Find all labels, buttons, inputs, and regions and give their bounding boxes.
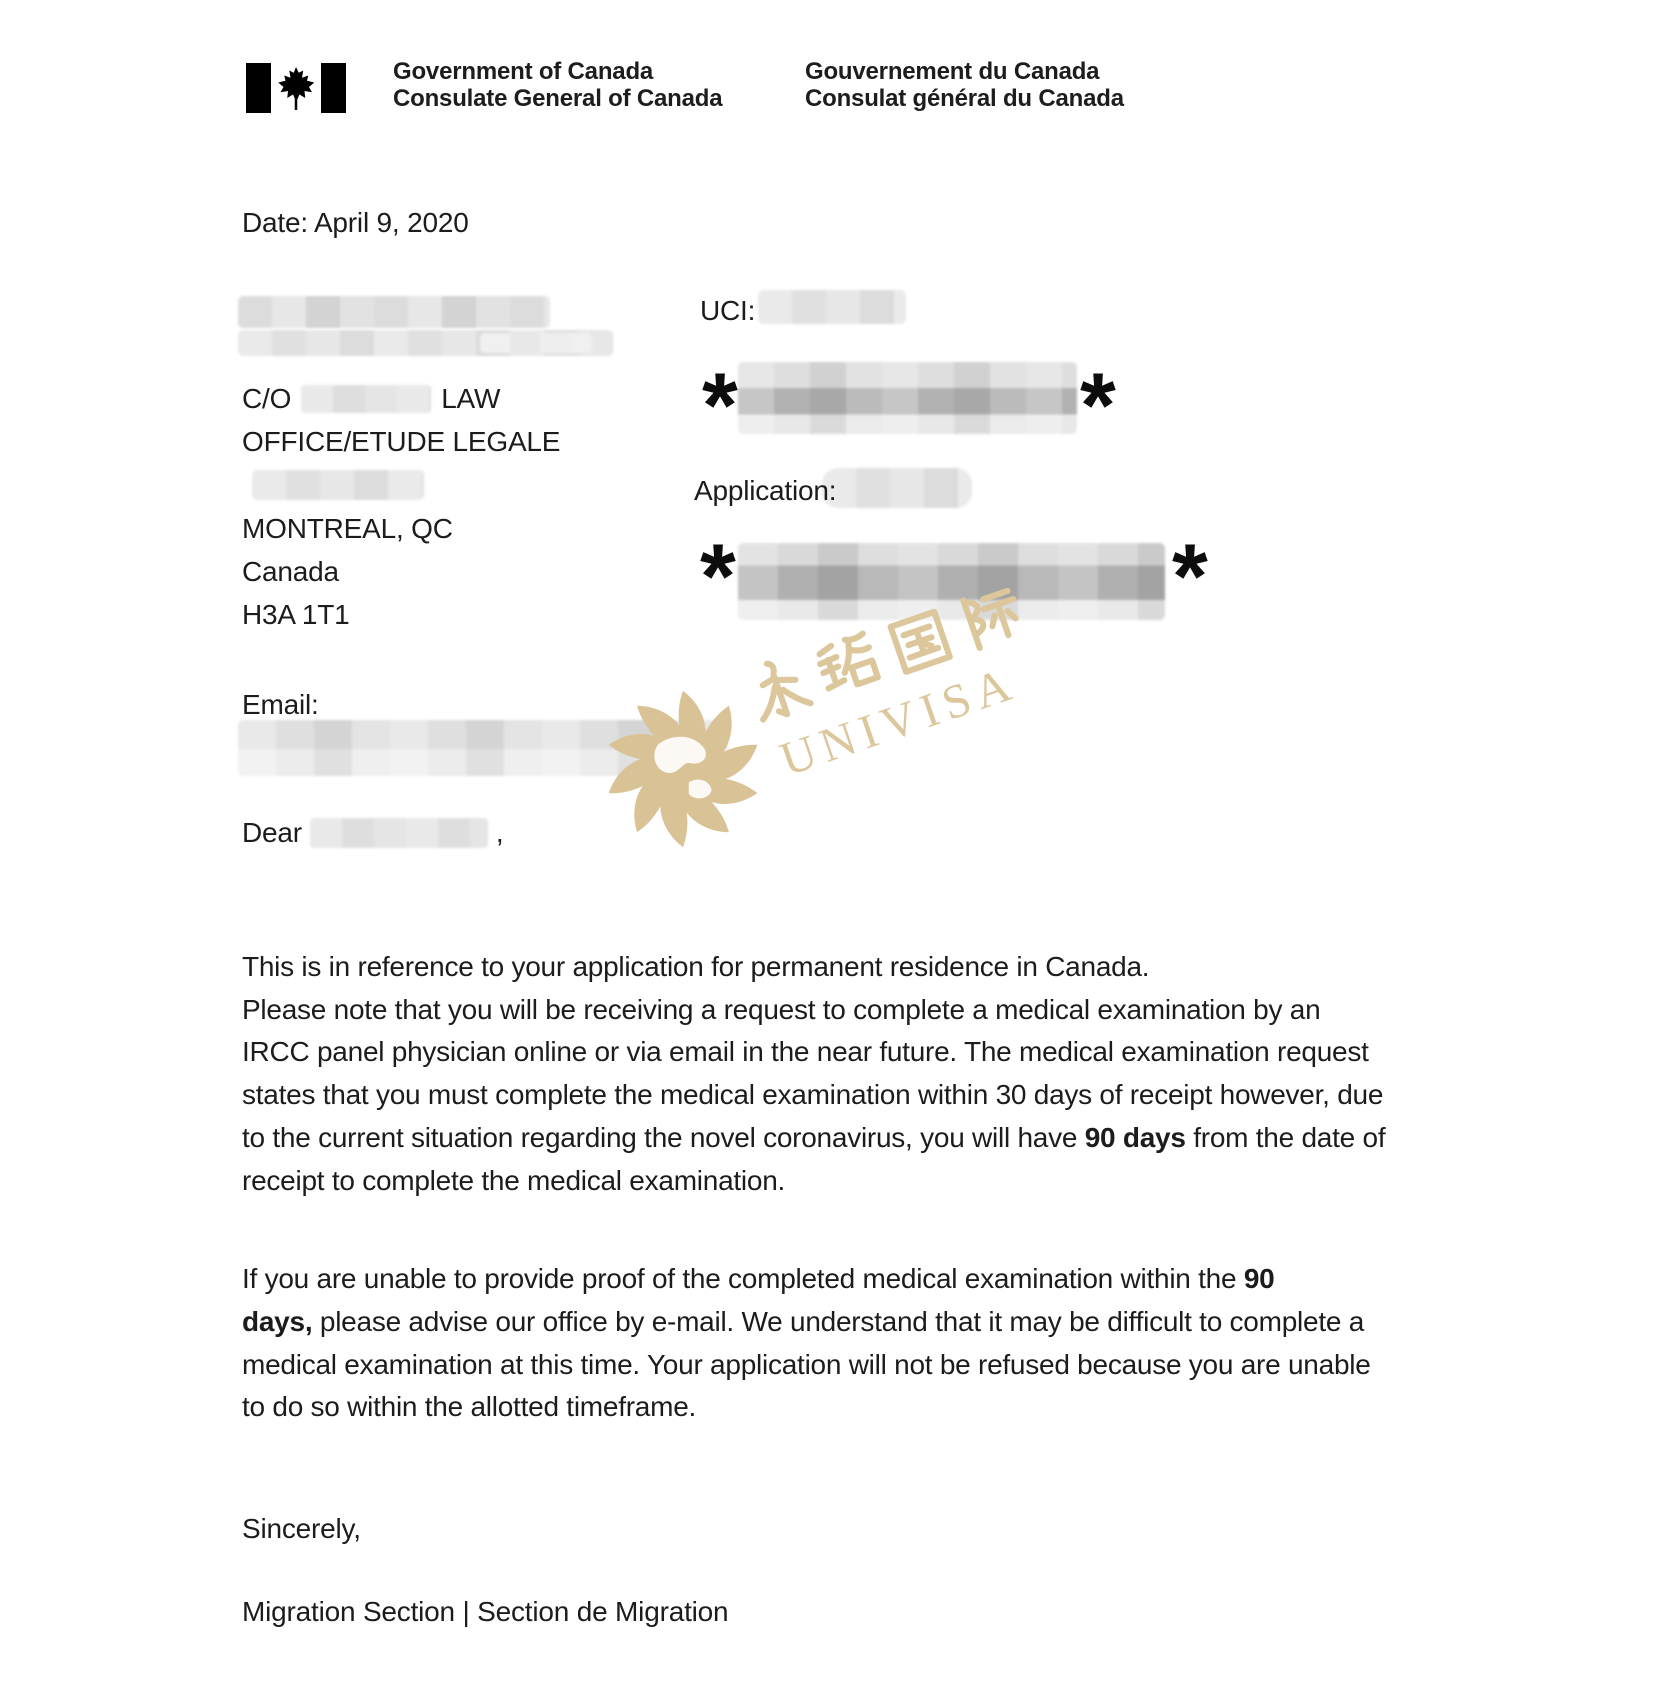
text-line bbox=[242, 989, 1385, 1032]
date-line: Date: April 9, 2020 bbox=[242, 207, 469, 238]
redacted-name-banner bbox=[738, 362, 1077, 434]
text-segment: please advise our office by e-mail. We understand that it may be difficult to complete a bbox=[312, 1305, 1365, 1337]
text-line bbox=[242, 1386, 1385, 1429]
address-office-line: OFFICE/ETUDE LEGALE bbox=[242, 426, 561, 457]
univisa-watermark bbox=[540, 526, 1070, 875]
text-line bbox=[242, 1074, 1385, 1117]
text-segment: receipt to complete the medical examination. bbox=[242, 1164, 786, 1196]
text-line bbox=[242, 1344, 1385, 1387]
gov-signature-en-line1: Government of Canada bbox=[393, 58, 654, 85]
paragraph bbox=[242, 946, 1385, 1202]
asterisk-marker: * bbox=[702, 355, 738, 457]
redacted-address-line2 bbox=[480, 333, 592, 353]
redacted-applicant-name bbox=[238, 296, 550, 328]
bold-text-segment: days, bbox=[242, 1305, 313, 1337]
text-segment: medical examination at this time. Your application will not be refused because you are unable bbox=[242, 1348, 1371, 1380]
univisa-globe-logo-icon bbox=[602, 688, 764, 850]
text-segment: to the current situation regarding the novel coronavirus, you will have bbox=[242, 1121, 1085, 1153]
address-co-line bbox=[242, 382, 500, 416]
redacted-recipient-name bbox=[310, 818, 488, 848]
redacted-co-name bbox=[301, 385, 431, 413]
text-segment: states that you must complete the medical examination within 30 days of receipt however, due bbox=[242, 1079, 1384, 1111]
text-segment: Please note that you will be receiving a request to complete a medical examination by an bbox=[242, 993, 1321, 1025]
salutation-suffix: , bbox=[495, 817, 504, 848]
gov-signature-fr-line1: Gouvernement du Canada bbox=[805, 58, 1100, 85]
text-segment: to do so within the allotted timeframe. bbox=[242, 1391, 697, 1423]
canada-flag-icon bbox=[246, 62, 346, 114]
redacted-uci-value bbox=[758, 290, 906, 324]
address-postal-line: H3A 1T1 bbox=[242, 599, 350, 630]
asterisk-marker: * bbox=[700, 526, 736, 628]
email-label: Email: bbox=[242, 689, 319, 720]
body-paragraphs bbox=[242, 946, 1385, 1485]
text-segment: from the date of bbox=[1185, 1121, 1386, 1153]
text-segment: This is in reference to your application for permanent residence in Canada. bbox=[242, 951, 1150, 982]
address-city-line: MONTREAL, QC bbox=[242, 513, 453, 544]
watermark-text-group bbox=[736, 575, 1053, 790]
text-line bbox=[242, 1301, 1385, 1344]
salutation-line bbox=[242, 816, 503, 850]
gov-signature-fr-line2: Consulat général du Canada bbox=[805, 85, 1124, 112]
closing-line: Sincerely, bbox=[242, 1513, 361, 1544]
address-co-suffix: LAW bbox=[441, 383, 501, 414]
gov-signature-en-line2: Consulate General of Canada bbox=[393, 85, 723, 112]
bold-text-segment: 90 bbox=[1243, 1263, 1275, 1295]
text-line bbox=[242, 1258, 1385, 1301]
application-label: Application: bbox=[694, 475, 837, 506]
asterisk-marker: * bbox=[1080, 355, 1116, 457]
asterisk-marker: * bbox=[1172, 526, 1208, 628]
bold-text-segment: 90 days bbox=[1084, 1121, 1186, 1153]
gov-signature-en bbox=[393, 58, 722, 112]
signature-line: Migration Section | Section de Migration bbox=[242, 1596, 729, 1627]
uci-label: UCI: bbox=[700, 295, 756, 326]
text-line bbox=[242, 1117, 1385, 1160]
watermark-en-text: UNIVISA bbox=[773, 656, 1024, 787]
text-line bbox=[242, 946, 1385, 989]
redacted-application-value bbox=[822, 468, 972, 508]
text-segment: IRCC panel physician online or via email in the near future. The medical examination request bbox=[242, 1036, 1369, 1068]
address-co-prefix: C/O bbox=[242, 383, 292, 414]
gov-signature-fr bbox=[805, 58, 1124, 112]
text-line bbox=[242, 1031, 1385, 1074]
text-segment: If you are unable to provide proof of the completed medical examination within the bbox=[242, 1263, 1244, 1295]
text-line bbox=[242, 1160, 1385, 1203]
salutation-prefix: Dear bbox=[242, 817, 302, 848]
paragraph bbox=[242, 1258, 1385, 1429]
address-country-line: Canada bbox=[242, 556, 339, 587]
redacted-street-line bbox=[252, 470, 424, 500]
